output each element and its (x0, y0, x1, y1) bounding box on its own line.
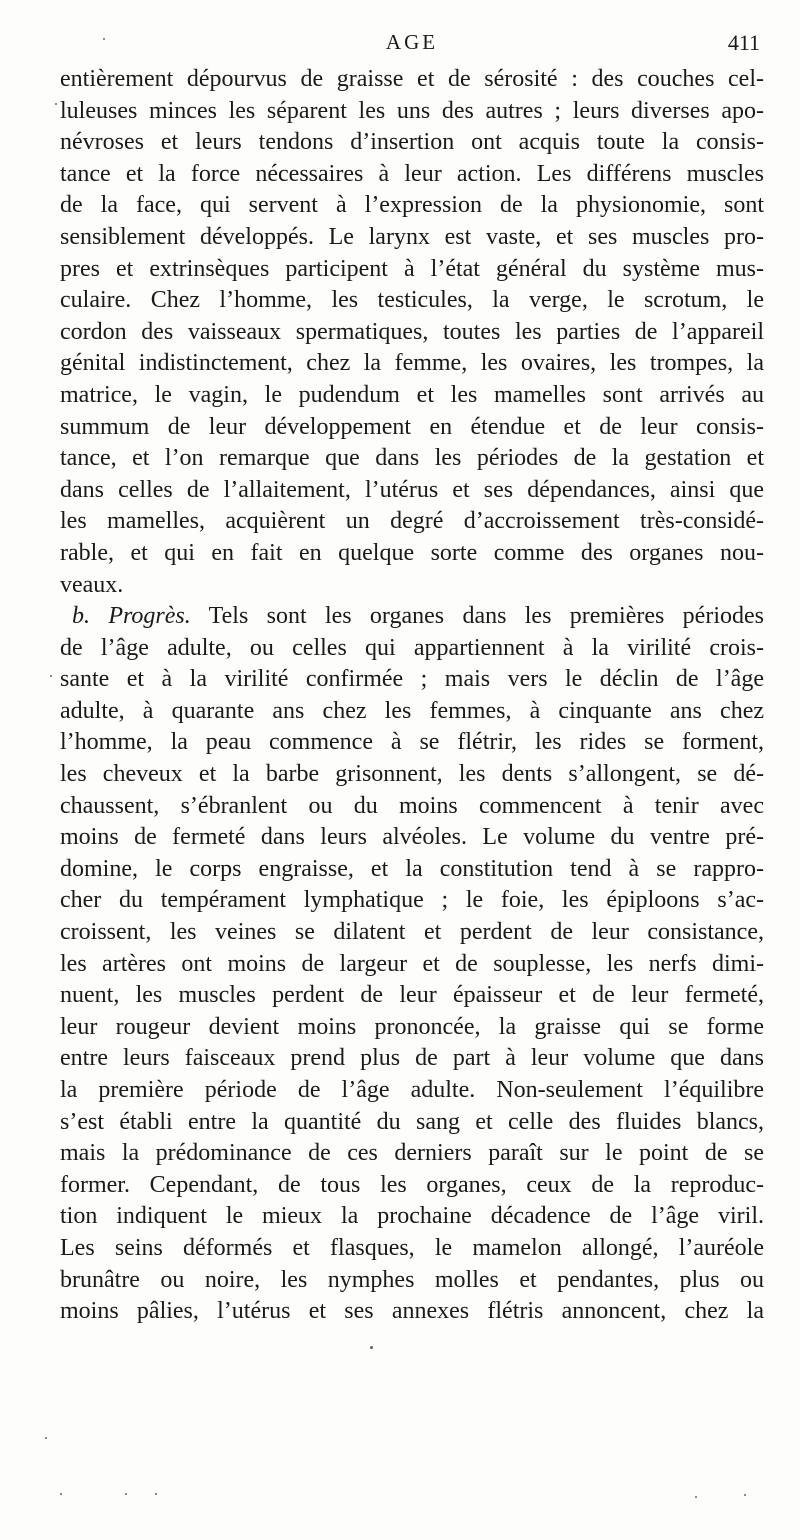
text-line: nuent, les muscles perdent de leur épaisseur et de leur fermeté, (60, 982, 764, 1009)
text-line: entièrement dépourvus de graisse et de sérosité : des couches cel- (60, 66, 764, 92)
text-line: cher du tempérament lymphatique ; le foie, les épiploons s’ac- (60, 887, 764, 914)
text-line: entre leurs faisceaux prend plus de part à leur volume que dans (60, 1045, 764, 1072)
print-speck (155, 1493, 157, 1495)
print-speck (695, 1496, 697, 1498)
text-line: summum de leur développement en étendue et de leur consis- (60, 413, 764, 440)
text-line: moins de fermeté dans leurs alvéoles. Le volume du ventre pré- (60, 824, 764, 851)
text-line: rable, et qui en fait en quelque sorte comme des organes nou- (60, 539, 764, 566)
print-speck (103, 38, 105, 40)
text-line: de la face, qui servent à l’expression de la physionomie, sont (60, 192, 764, 219)
running-head (62, 30, 762, 60)
text-line: tance et la force nécessaires à leur action. Les différens muscles (60, 160, 764, 187)
text-line: les artères ont moins de largeur et de souplesse, les nerfs dimi- (60, 950, 764, 977)
text-line: dans celles de l’allaitement, l’utérus et ses dépendances, ainsi que (60, 476, 764, 503)
text-line: de l’âge adulte, ou celles qui appartiennent à la virilité crois- (60, 634, 764, 661)
page-number: 411 (727, 30, 760, 55)
body-text (60, 64, 764, 1328)
text-line: matrice, le vagin, le pudendum et les mamelles sont arrivés au (60, 381, 764, 408)
text-line: veaux. (60, 571, 124, 598)
text-line: culaire. Chez l’homme, les testicules, la verge, le scrotum, le (60, 287, 764, 314)
text-line: chaussent, s’ébranlent ou du moins commencent à tenir avec (60, 792, 764, 819)
text-line: les mamelles, acquièrent un degré d’accroissement très-considé- (60, 508, 764, 535)
print-speck (60, 1493, 62, 1495)
text-line: sante et à la virilité confirmée ; mais vers le déclin de l’âge (60, 666, 764, 693)
print-speck (45, 1437, 47, 1439)
section-first-line-text: Tels sont les organes dans les premières périodes (190, 603, 764, 630)
text-line: les cheveux et la barbe grisonnent, les dents s’allongent, se dé- (60, 761, 764, 788)
running-head-title: AGE (385, 30, 439, 54)
text-line: génital indistinctement, chez la femme, les ovaires, les trompes, la (60, 350, 764, 377)
print-speck (370, 1346, 373, 1349)
text-line: moins pâlies, l’utérus et ses annexes flétris annoncent, chez la (60, 1298, 764, 1325)
text-line: s’est établi entre la quantité du sang et celle des fluides blancs, (60, 1108, 764, 1135)
text-line: la première période de l’âge adulte. Non-seulement l’équilibre (60, 1077, 764, 1103)
text-line: sensiblement développés. Le larynx est vaste, et ses muscles pro- (60, 223, 764, 250)
text-line: domine, le corps engraisse, et la constitution tend à se rappro- (60, 855, 764, 882)
text-line: luleuses minces les séparent les uns des autres ; leurs diverses apo- (60, 97, 764, 124)
text-line: pres et extrinsèques participent à l’état général du système mus- (60, 255, 764, 282)
text-line: adulte, à quarante ans chez les femmes, à cinquante ans chez (60, 697, 764, 724)
text-line: l’homme, la peau commence à se flétrir, les rides se forment, (60, 729, 764, 756)
text-line: névroses et leurs tendons d’insertion ont acquis toute la consis- (60, 129, 764, 156)
text-line: mais la prédominance de ces derniers paraît sur le point de se (60, 1140, 764, 1167)
text-line: tion indiquent le mieux la prochaine décadence de l’âge viril. (60, 1203, 764, 1230)
print-speck (55, 103, 57, 105)
text-line: tance, et l’on remarque que dans les périodes de la gestation et (60, 445, 764, 472)
print-speck (50, 675, 52, 677)
text-line: brunâtre ou noire, les nymphes molles et pendantes, plus ou (60, 1266, 764, 1293)
text-line: Les seins déformés et flasques, le mamelon allongé, l’auréole (60, 1234, 764, 1261)
text-line (60, 601, 764, 633)
print-speck (744, 1494, 746, 1496)
section-label: b. Progrès. (72, 603, 191, 630)
text-line: croissent, les veines se dilatent et perdent de leur consistance, (60, 919, 764, 946)
text-line: former. Cependant, de tous les organes, ceux de la reproduc- (60, 1171, 764, 1198)
print-speck (125, 1493, 127, 1495)
text-line: cordon des vaisseaux spermatiques, toutes les parties de l’appareil (60, 318, 764, 345)
text-line: leur rougeur devient moins prononcée, la graisse qui se forme (60, 1013, 764, 1040)
